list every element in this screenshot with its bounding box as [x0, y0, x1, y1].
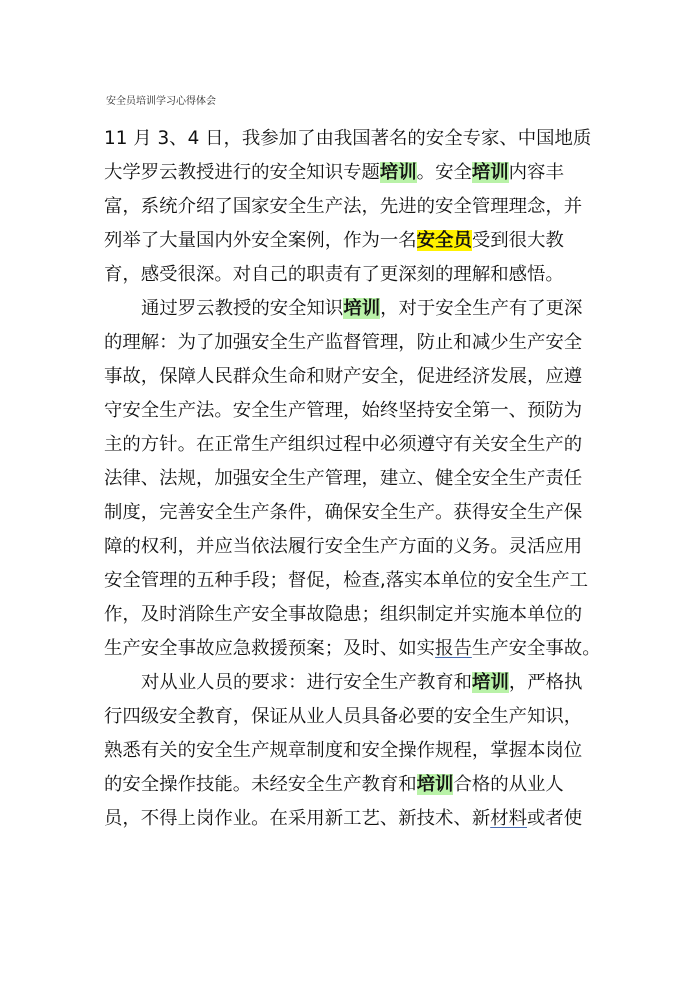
- text-line: [104, 666, 604, 700]
- text-line: [104, 530, 604, 564]
- text-line: [104, 156, 604, 190]
- highlighted-keyword: 培训: [416, 774, 454, 795]
- text-segment: 主的方针。在正常生产组织过程中必须遵守有关安全生产的: [104, 434, 583, 455]
- text-segment: ，对于安全生产有了更深: [380, 298, 583, 319]
- highlighted-keyword: 培训: [379, 162, 417, 183]
- text-segment: 生产安全事故。: [471, 638, 601, 659]
- highlighted-keyword: 培训: [343, 298, 381, 319]
- text-segment: 列举了大量国内外安全案例，作为一名: [104, 230, 417, 251]
- text-line: [104, 122, 604, 156]
- text-segment: 通过罗云教授的安全知识: [141, 298, 344, 319]
- text-segment: 法律、法规，加强安全生产管理，建立、健全安全生产责任: [104, 468, 583, 489]
- text-line: [104, 598, 604, 632]
- underlined-link[interactable]: 材料: [490, 808, 528, 829]
- text-line: [104, 428, 604, 462]
- text-segment: 大学罗云教授进行的安全知识专题: [104, 162, 380, 183]
- text-line: [104, 700, 604, 734]
- text-segment: ，严格执: [508, 672, 583, 693]
- text-segment: 合格的从业人: [453, 774, 564, 795]
- text-segment: 对从业人员的要求：进行安全生产教育和: [141, 672, 473, 693]
- text-line: [104, 768, 604, 802]
- text-segment: 障的权利，并应当依法履行安全生产方面的义务。灵活应用: [104, 536, 583, 557]
- text-segment: 内容丰: [508, 162, 564, 183]
- text-line: [104, 394, 604, 428]
- text-line: [104, 802, 604, 836]
- highlighted-keyword: 培训: [472, 672, 509, 693]
- text-segment: 事故，保障人民群众生命和财产安全，促进经济发展，应遵: [104, 366, 583, 387]
- text-segment: 安全管理的五种手段；督促，检查,落实本单位的安全生产工: [104, 570, 589, 591]
- text-line: [104, 496, 604, 530]
- text-segment: 的安全操作技能。未经安全生产教育和: [104, 774, 417, 795]
- underlined-link[interactable]: 报告: [435, 638, 472, 659]
- text-line: [104, 258, 604, 292]
- text-segment: 行四级安全教育，保证从业人员具备必要的安全生产知识，: [104, 706, 583, 727]
- text-segment: 育，感受很深。对自己的职责有了更深刻的理解和感悟。: [104, 264, 564, 285]
- page-header: 安全员培训学习心得体会: [106, 96, 216, 107]
- text-line: [104, 462, 604, 496]
- text-segment: 员，不得上岗作业。在采用新工艺、新技术、新: [104, 808, 491, 829]
- text-line: [104, 190, 604, 224]
- text-segment: 11 月 3、4 日，我参加了由我国著名的安全专家、中国地质: [104, 128, 592, 149]
- text-line: [104, 360, 604, 394]
- text-segment: 熟悉有关的安全生产规章制度和安全操作规程，掌握本岗位: [104, 740, 583, 761]
- text-line: [104, 564, 604, 598]
- text-line: [104, 224, 604, 258]
- text-segment: 守安全生产法。安全生产管理，始终坚持安全第一、预防为: [104, 400, 583, 421]
- text-line: [104, 292, 604, 326]
- text-segment: 受到很大教: [471, 230, 564, 251]
- text-segment: 制度，完善安全生产条件，确保安全生产。获得安全生产保: [104, 502, 583, 523]
- text-line: [104, 734, 604, 768]
- text-segment: 生产安全事故应急救援预案；及时、如实: [104, 638, 436, 659]
- text-segment: 的理解：为了加强安全生产监督管理，防止和减少生产安全: [104, 332, 583, 353]
- highlighted-keyword: 培训: [471, 162, 509, 183]
- text-line: [104, 632, 604, 666]
- text-line: [104, 326, 604, 360]
- text-segment: 。安全: [416, 162, 472, 183]
- text-segment: 富，系统介绍了国家安全生产法，先进的安全管理理念，并: [104, 196, 583, 217]
- highlighted-keyword: 安全员: [416, 230, 472, 251]
- text-segment: 或者使: [527, 808, 583, 829]
- document-body: [104, 122, 604, 836]
- text-segment: 作，及时消除生产安全事故隐患；组织制定并实施本单位的: [104, 604, 583, 625]
